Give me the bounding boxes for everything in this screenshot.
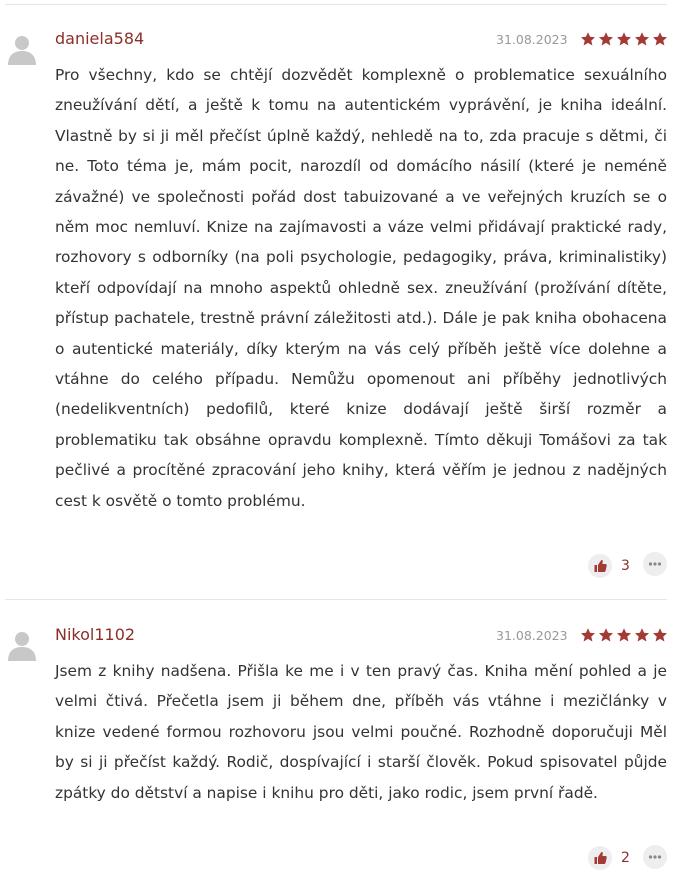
more-dots-icon xyxy=(643,845,667,869)
review-username[interactable]: Nikol1102 xyxy=(55,625,136,644)
review-text: Pro všechny, kdo se chtějí dozvědět komplexně o problematice sexuálního zneužívání dětí, a ještě k tomu na autentickém vyprávění, je kniha ideální. Vlastně by si ji měl přečíst úplně každý, nehledě na to, zda pracuje s dětmi, či ne. Toto téma je, mám pocit, narozdíl od domácího násilí (které je neméně závažné) ve společnosti pořád dost tabuizované a ve veřejných kruzích se o něm moc nemluví. Knize na zajímavosti a váze velmi přidávají praktické rady, rozhovory s odborníky (na poli psychologie, pedagogiky, práva, kriminalistiky) kteří odpovídají na mnoho aspektů ohledně sex. zneužívání (prožívání dítěte, přístup pachatele, trestně právní záležitosti atd.). Dále je pak kniha obohacena o autentické materiály, díky kterým na vás celý příběh ještě více dolehne a vtáhne do celého případu. Nemůžu opomenout ani příběhy jednotlivých (nedelikventních) pedofilů, které knize dodávají ještě širší rozměr a problematiku tak obsáhne opravdu komplexně. Tímto děkuji Tomášovi za tak pečlivé a procítěné zpracování jeho knihy, která věřím je jednou z nadějných cest k osvětě o tomto problému. xyxy=(55,66,667,510)
like-button[interactable] xyxy=(588,554,612,578)
review-date: 31.08.2023 xyxy=(496,628,568,643)
star-icon xyxy=(580,31,596,47)
rating-stars xyxy=(580,627,668,643)
user-avatar-icon xyxy=(6,629,38,661)
top-divider xyxy=(5,4,667,5)
review-text: Jsem z knihy nadšena. Přišla ke me i v ten pravý čas. Kniha mění pohled a je velmi čtivá. Přečetla jsem ji během dne, příběh vás vtáhne i mezičlánky v knize vedené formou rozhovoru jsou velmi poučné. Rozhodně doporučuji Měl by si ji přečíst každý. Rodič, dospívající i starší člověk. Pokud spisovatel půjde zpátky do dětství a napise i knihu pro děti, jako rodic, jsem první řadě. xyxy=(55,662,667,802)
star-icon xyxy=(634,31,650,47)
review-divider xyxy=(5,599,667,600)
star-icon xyxy=(652,627,668,643)
review-date: 31.08.2023 xyxy=(496,32,568,47)
star-icon xyxy=(598,31,614,47)
thumbs-up-icon xyxy=(588,554,612,578)
more-options-button[interactable] xyxy=(643,845,667,869)
star-icon xyxy=(616,627,632,643)
like-count: 3 xyxy=(621,558,630,574)
user-avatar-icon xyxy=(6,33,38,65)
thumbs-up-icon xyxy=(588,846,612,870)
like-count: 2 xyxy=(621,850,630,866)
star-icon xyxy=(616,31,632,47)
star-icon xyxy=(598,627,614,643)
star-icon xyxy=(634,627,650,643)
more-options-button[interactable] xyxy=(643,552,667,576)
more-dots-icon xyxy=(643,552,667,576)
like-button[interactable] xyxy=(588,846,612,870)
review-username[interactable]: daniela584 xyxy=(55,29,145,48)
rating-stars xyxy=(580,31,668,47)
star-icon xyxy=(580,627,596,643)
star-icon xyxy=(652,31,668,47)
